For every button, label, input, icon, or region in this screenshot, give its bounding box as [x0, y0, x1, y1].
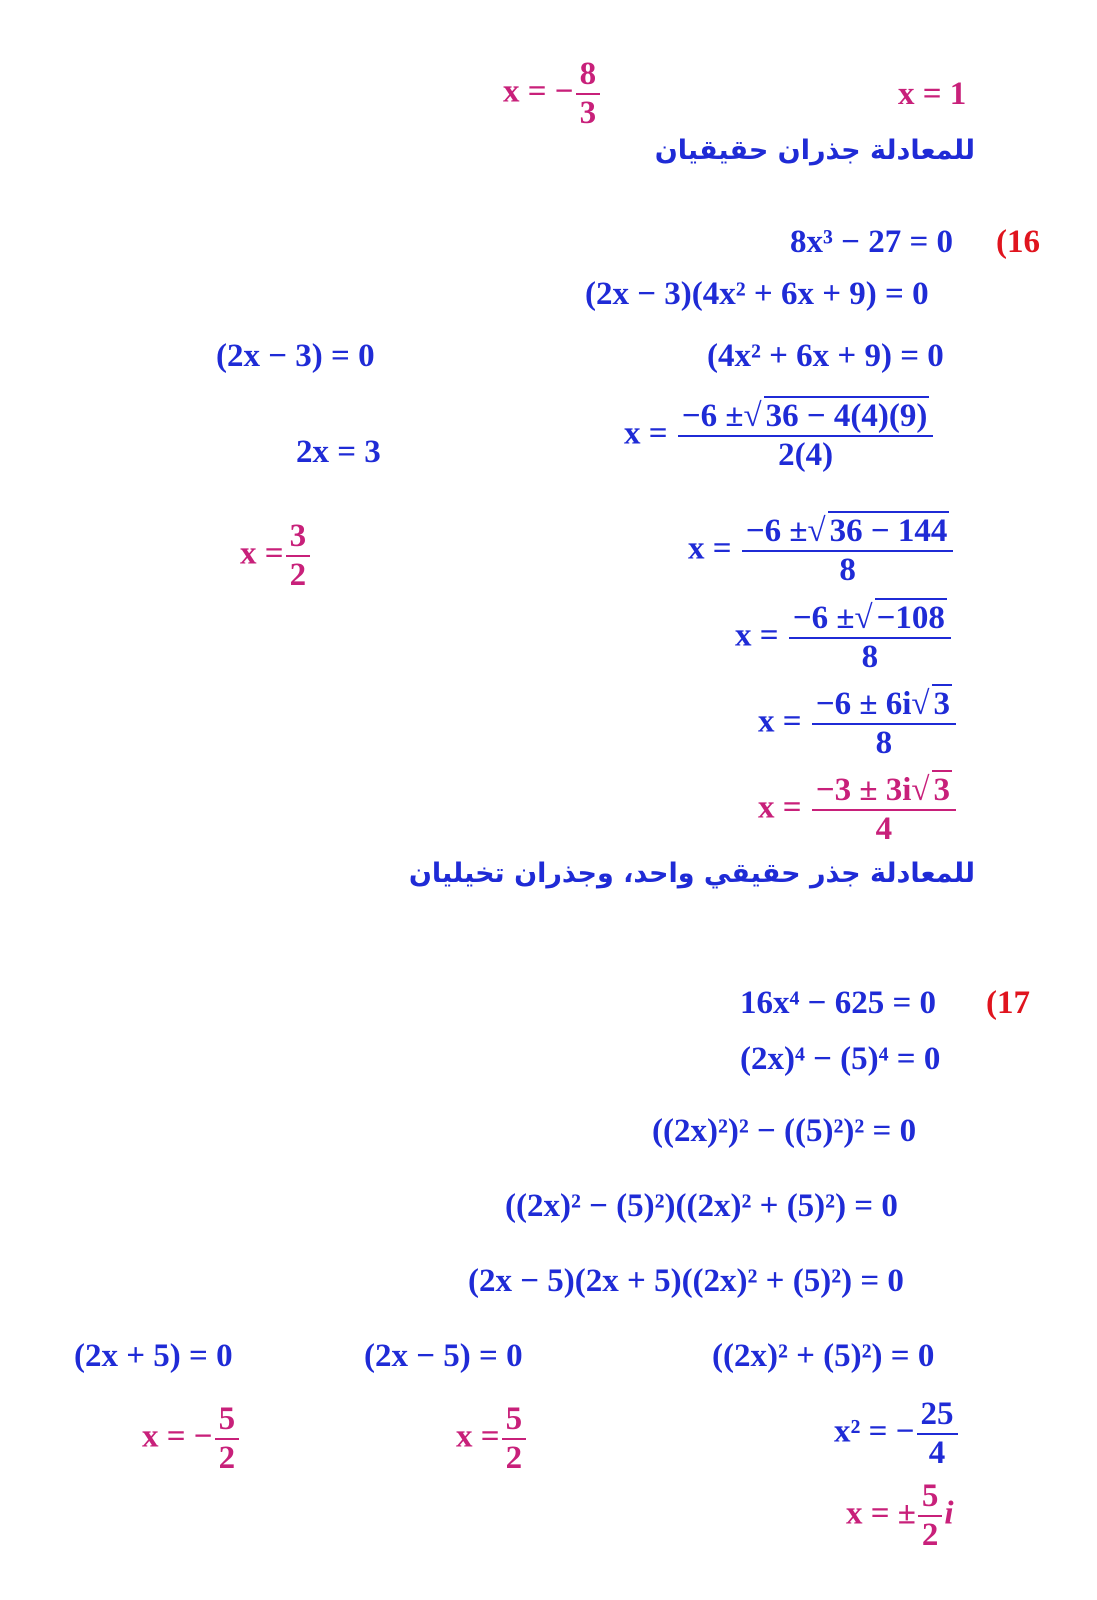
solution-x-eq-1: x = 1 — [898, 76, 967, 112]
p16-eq6: x = $\frac{-6 \pm√ -108}{8}$ — [735, 602, 953, 674]
p17-eq7-left: x = − $\frac{5}{2}$ — [142, 1403, 241, 1475]
p16-eq7: x = $\frac{-6 \pm 6i√ 3}{8}$ — [758, 688, 958, 760]
p17-eq6-left: (2x + 5) = 0 — [74, 1338, 233, 1374]
p16-left1: (2x − 3) = 0 — [216, 338, 375, 374]
p17-eq2: (2x)⁴ − (5)⁴ = 0 — [740, 1041, 941, 1077]
p17-eq7-mid: x = $\frac{5}{2}$ — [456, 1403, 528, 1475]
p16-eq1: 8x³ − 27 = 0 — [790, 224, 954, 260]
p16-eq8: x = $\frac{-3 \pm 3i√ 3}{4}$ — [758, 774, 958, 846]
p16-eq4: x = $\frac{-6 \pm√ 36 - 4(4)(9)}{2(4)}$ — [624, 400, 935, 472]
p17-eq6: ((2x)² + (5)²) = 0 — [712, 1338, 935, 1374]
conclusion-16: للمعادلة جذر حقيقي واحد، وجذران تخيليان — [408, 858, 975, 889]
p17-eq4: ((2x)² − (5)²)((2x)² + (5)²) = 0 — [505, 1188, 898, 1224]
p17-eq8: x = ± $\frac{5}{2}$ i — [846, 1478, 954, 1553]
p16-eq3: (4x² + 6x + 9) = 0 — [707, 338, 944, 374]
solution-x-eq-neg-8-3: x = − $\frac{8}{3}$ — [503, 58, 602, 130]
p16-eq2: (2x − 3)(4x² + 6x + 9) = 0 — [585, 276, 929, 312]
p17-eq1: 16x⁴ − 625 = 0 — [740, 985, 937, 1021]
p16-left3: x = $\frac{3}{2}$ — [240, 520, 312, 592]
problem-number-16: (16 — [996, 224, 1040, 260]
p17-eq7: x² = − $\frac{25}{4}$ — [834, 1398, 960, 1470]
p17-eq5: (2x − 5)(2x + 5)((2x)² + (5)²) = 0 — [468, 1263, 904, 1299]
conclusion-top: للمعادلة جذران حقيقيان — [654, 135, 975, 166]
p16-left2: 2x = 3 — [296, 434, 381, 470]
p17-eq6-mid: (2x − 5) = 0 — [364, 1338, 523, 1374]
p17-eq3: ((2x)²)² − ((5)²)² = 0 — [652, 1113, 917, 1149]
p16-eq5: x = $\frac{-6 \pm√ 36 - 144}{8}$ — [688, 515, 955, 587]
problem-number-17: (17 — [986, 985, 1030, 1021]
